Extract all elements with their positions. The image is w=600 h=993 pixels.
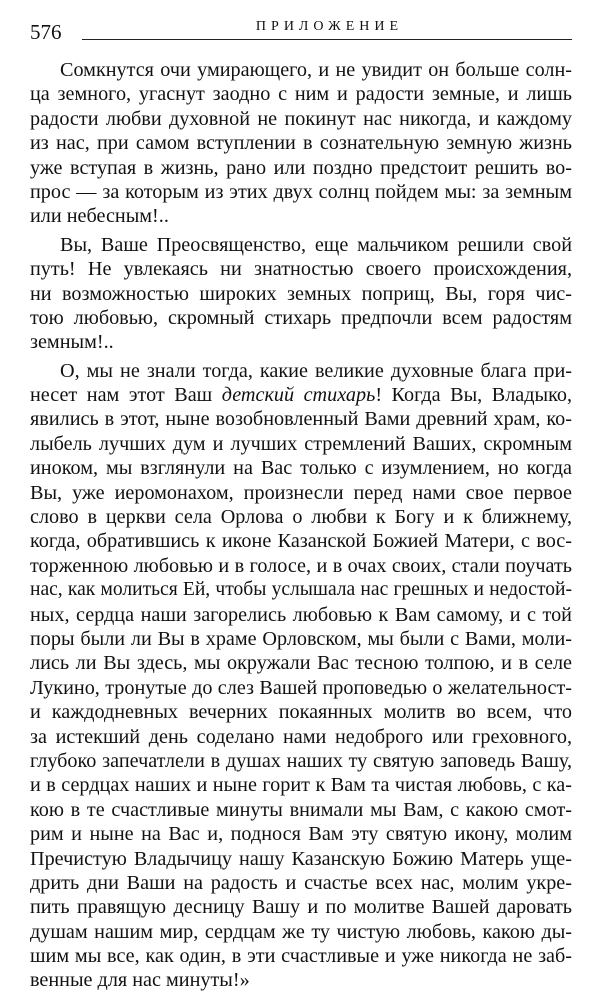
running-head: ПРИЛОЖЕНИЕ bbox=[255, 19, 404, 34]
text-line: ни возможностью широких земных поприщ, Вы, горя чис- bbox=[30, 282, 572, 305]
paragraph-2 bbox=[30, 233, 572, 355]
text-line: Лукино, тронутые до слез Вашей проповедью о желательност- bbox=[30, 676, 572, 699]
page-number: 576 bbox=[30, 20, 62, 44]
text-line-with-italic bbox=[30, 383, 572, 407]
text-line: Вы, Ваше Преосвященство, еще мальчиком решили свой bbox=[60, 233, 572, 256]
text-line: из нас, при самом вступлении в сознательную земную жизнь bbox=[30, 132, 572, 155]
text-line: земным!.. bbox=[30, 331, 114, 354]
text-line: и в сердцах наших и ныне горит к Вам та чистая любовь, с ка- bbox=[30, 774, 572, 797]
text-line: когда, обратившись к иконе Казанской Божией Матери, с вос- bbox=[30, 530, 572, 553]
text-line: иноком, мы взглянули на Вас только с изумлением, но когда bbox=[30, 457, 572, 480]
text-line: душам нашим мир, сердцам же ту чистую любовь, какою ды- bbox=[30, 920, 572, 943]
text-line: шим мы все, как один, в эти счастливые и уже никогда не заб- bbox=[30, 945, 572, 968]
text-line: дрить дни Ваши на радость и счастье всех нас, молим укре- bbox=[30, 871, 572, 894]
text-line: О, мы не знали тогда, какие великие духовные блага при- bbox=[60, 359, 572, 382]
text-line: прос — за которым из этих двух солнц пойдем мы: за земным bbox=[30, 180, 572, 203]
text-line: слово в церкви села Орлова о любви к Богу и к ближнему, bbox=[30, 506, 572, 529]
text-line: тою любовью, скромный стихарь предпочли всем радостям bbox=[30, 306, 572, 329]
body-text bbox=[30, 58, 572, 993]
text-line: поры были ли Вы в храме Орловском, мы были с Вами, моли- bbox=[30, 627, 572, 650]
paragraph-1 bbox=[30, 58, 572, 229]
text-line: путь! Не увлекаясь ни знатностью своего происхождения, bbox=[30, 258, 572, 281]
text-line: радости любви духовной не покинут нас никогда, и каждому bbox=[30, 107, 572, 130]
text-line: рим и ныне на Вас и, поднося Вам эту святую икону, молим bbox=[30, 823, 572, 846]
text-segment: ! Когда Вы, Владыко, bbox=[375, 384, 573, 407]
text-line: Сомкнутся очи умирающего, и не увидит он больше солн- bbox=[60, 59, 572, 81]
text-line: уже вступая в жизнь, рано или поздно предстоит решить во- bbox=[30, 156, 572, 179]
text-line: за истекший день соделано нами недоброго или греховного, bbox=[30, 725, 572, 748]
text-line: или небесным!.. bbox=[30, 205, 169, 228]
text-line: Пречистую Владычицу нашу Казанскую Божию Матерь уще- bbox=[30, 847, 572, 870]
text-segment: несет нам этот Ваш bbox=[30, 384, 222, 407]
text-line: нас, как молиться Ей, чтобы услышала нас грешных и недостой- bbox=[30, 579, 572, 601]
text-line: венные для нас минуты!» bbox=[30, 969, 250, 992]
text-line: лыбель лучших дум и лучших стремлений Ваших, скромным bbox=[30, 432, 572, 455]
header-rule bbox=[82, 39, 572, 40]
text-line: кою в те счастливые минуты внимали мы Вам, с какою смот- bbox=[30, 798, 572, 821]
text-line: глубоко запечатлели в душах наших ту святую заповедь Вашу, bbox=[30, 749, 572, 772]
text-line: лись ли Вы здесь, мы окружали Вас тесною толпою, и в селе bbox=[30, 652, 572, 675]
text-line: пить правящую десницу Вашу и по молитве Вашей даровать bbox=[30, 896, 572, 919]
text-line: и каждодневных вечерних покаянных молитв во всем, что bbox=[30, 701, 572, 724]
text-line: ца земного, угаснут заодно с ним и радости земные, и лишь bbox=[30, 83, 572, 106]
text-line: явились в этот, ныне возобновленный Вами древний храм, ко- bbox=[30, 408, 572, 431]
text-line: торженною любовью и в голосе, и в очах своих, стали поучать bbox=[30, 554, 572, 577]
text-line: ных, сердца наши загорелись любовью к Вам самому, и с той bbox=[30, 603, 572, 626]
italic-phrase: детский стихарь bbox=[221, 384, 376, 407]
paragraph-3 bbox=[30, 359, 572, 993]
text-line: Вы, уже иеромонахом, произнесли перед нами свое первое bbox=[30, 481, 572, 504]
page-header bbox=[30, 18, 572, 48]
